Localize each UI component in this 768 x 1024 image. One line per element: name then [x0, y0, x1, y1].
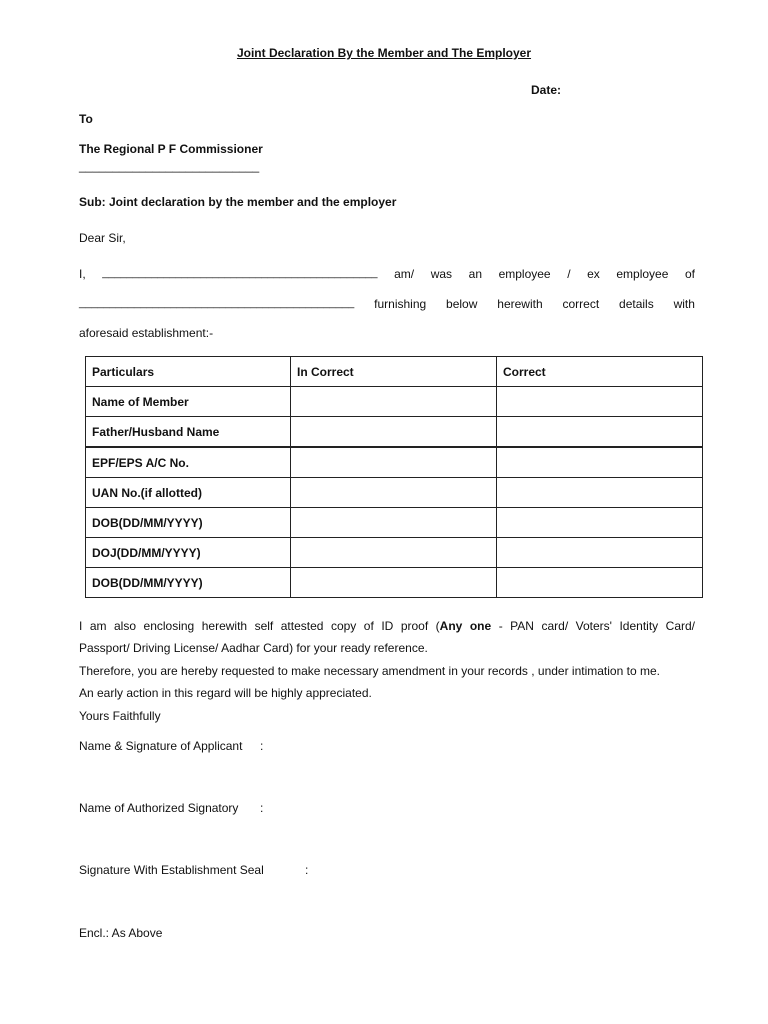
intro-word: /	[567, 267, 571, 281]
intro-word: ex	[587, 267, 600, 281]
intro-word: of	[684, 267, 695, 281]
correct-cell	[497, 447, 703, 478]
establishment-blank: _____________________________________________	[79, 297, 355, 309]
document-title: Joint Declaration By the Member and The Employer	[236, 46, 532, 60]
intro-word: employee	[498, 267, 551, 281]
intro-word: am/	[394, 267, 415, 281]
table-row	[86, 478, 703, 508]
particulars-table	[85, 356, 703, 598]
in-correct-cell	[291, 387, 497, 417]
salutation: Dear Sir,	[79, 231, 126, 245]
intro-word: with	[673, 297, 695, 311]
in-correct-cell	[291, 568, 497, 598]
enclosing-line-1	[79, 615, 695, 637]
intro-word: was	[430, 267, 453, 281]
early-action-line: An early action in this regard will be highly appreciated.	[79, 686, 372, 700]
table-row	[86, 447, 703, 478]
intro-prefix: I,	[79, 267, 86, 281]
in-correct-cell	[291, 478, 497, 508]
closing-line: Yours Faithfully	[79, 709, 161, 723]
applicant-signature-label: Name & Signature of Applicant	[79, 739, 243, 753]
row-label: DOB(DD/MM/YYYY)	[86, 568, 291, 598]
request-line: Therefore, you are hereby requested to make necessary amendment in your records , under intimation to me.	[79, 664, 660, 678]
applicant-signature-colon: :	[260, 739, 264, 753]
intro-word: details	[619, 297, 654, 311]
intro-line-1	[79, 267, 695, 281]
any-one-emphasis: Any one	[439, 619, 492, 633]
establishment-seal-label: Signature With Establishment Seal	[79, 863, 264, 877]
to-label: To	[79, 112, 93, 126]
table-row	[86, 538, 703, 568]
enclosing-text-2: - PAN card/ Voters' Identity Card/	[491, 619, 695, 633]
intro-line-2	[79, 297, 695, 311]
in-correct-cell	[291, 447, 497, 478]
row-label: DOJ(DD/MM/YYYY)	[86, 538, 291, 568]
authorized-signatory-colon: :	[260, 801, 264, 815]
row-label: Father/Husband Name	[86, 417, 291, 448]
table-row	[86, 508, 703, 538]
authorized-signatory-label: Name of Authorized Signatory	[79, 801, 239, 815]
in-correct-cell	[291, 508, 497, 538]
member-name-blank: _____________________________________________	[102, 267, 378, 279]
in-correct-cell	[291, 417, 497, 448]
header-in-correct: In Correct	[291, 357, 497, 387]
enclosure-line: Encl.: As Above	[79, 926, 163, 940]
table-header-row	[86, 357, 703, 387]
intro-word: furnishing	[374, 297, 427, 311]
row-label: EPF/EPS A/C No.	[86, 447, 291, 478]
table-row	[86, 568, 703, 598]
intro-word: below	[446, 297, 478, 311]
in-correct-cell	[291, 538, 497, 568]
table-row	[86, 387, 703, 417]
enclosing-text-1: I am also enclosing herewith self attested copy of ID proof (	[79, 619, 440, 633]
intro-word: herewith	[497, 297, 543, 311]
addressee-blank: ___________________________	[79, 159, 260, 173]
correct-cell	[497, 508, 703, 538]
addressee: The Regional P F Commissioner	[79, 142, 263, 156]
correct-cell	[497, 478, 703, 508]
correct-cell	[497, 387, 703, 417]
correct-cell	[497, 568, 703, 598]
correct-cell	[497, 538, 703, 568]
establishment-seal-colon: :	[305, 863, 309, 877]
intro-word: an	[468, 267, 482, 281]
enclosing-line-2: Passport/ Driving License/ Aadhar Card) for your ready reference.	[79, 641, 428, 655]
date-label: Date:	[531, 83, 562, 97]
subject-line: Sub: Joint declaration by the member and the employer	[79, 195, 397, 209]
header-correct: Correct	[497, 357, 703, 387]
row-label: DOB(DD/MM/YYYY)	[86, 508, 291, 538]
intro-word: employee	[616, 267, 669, 281]
correct-cell	[497, 417, 703, 448]
table-row	[86, 417, 703, 448]
header-particulars: Particulars	[86, 357, 291, 387]
row-label: Name of Member	[86, 387, 291, 417]
intro-line-3: aforesaid establishment:-	[79, 326, 214, 340]
row-label: UAN No.(if allotted)	[86, 478, 291, 508]
intro-word: correct	[562, 297, 600, 311]
